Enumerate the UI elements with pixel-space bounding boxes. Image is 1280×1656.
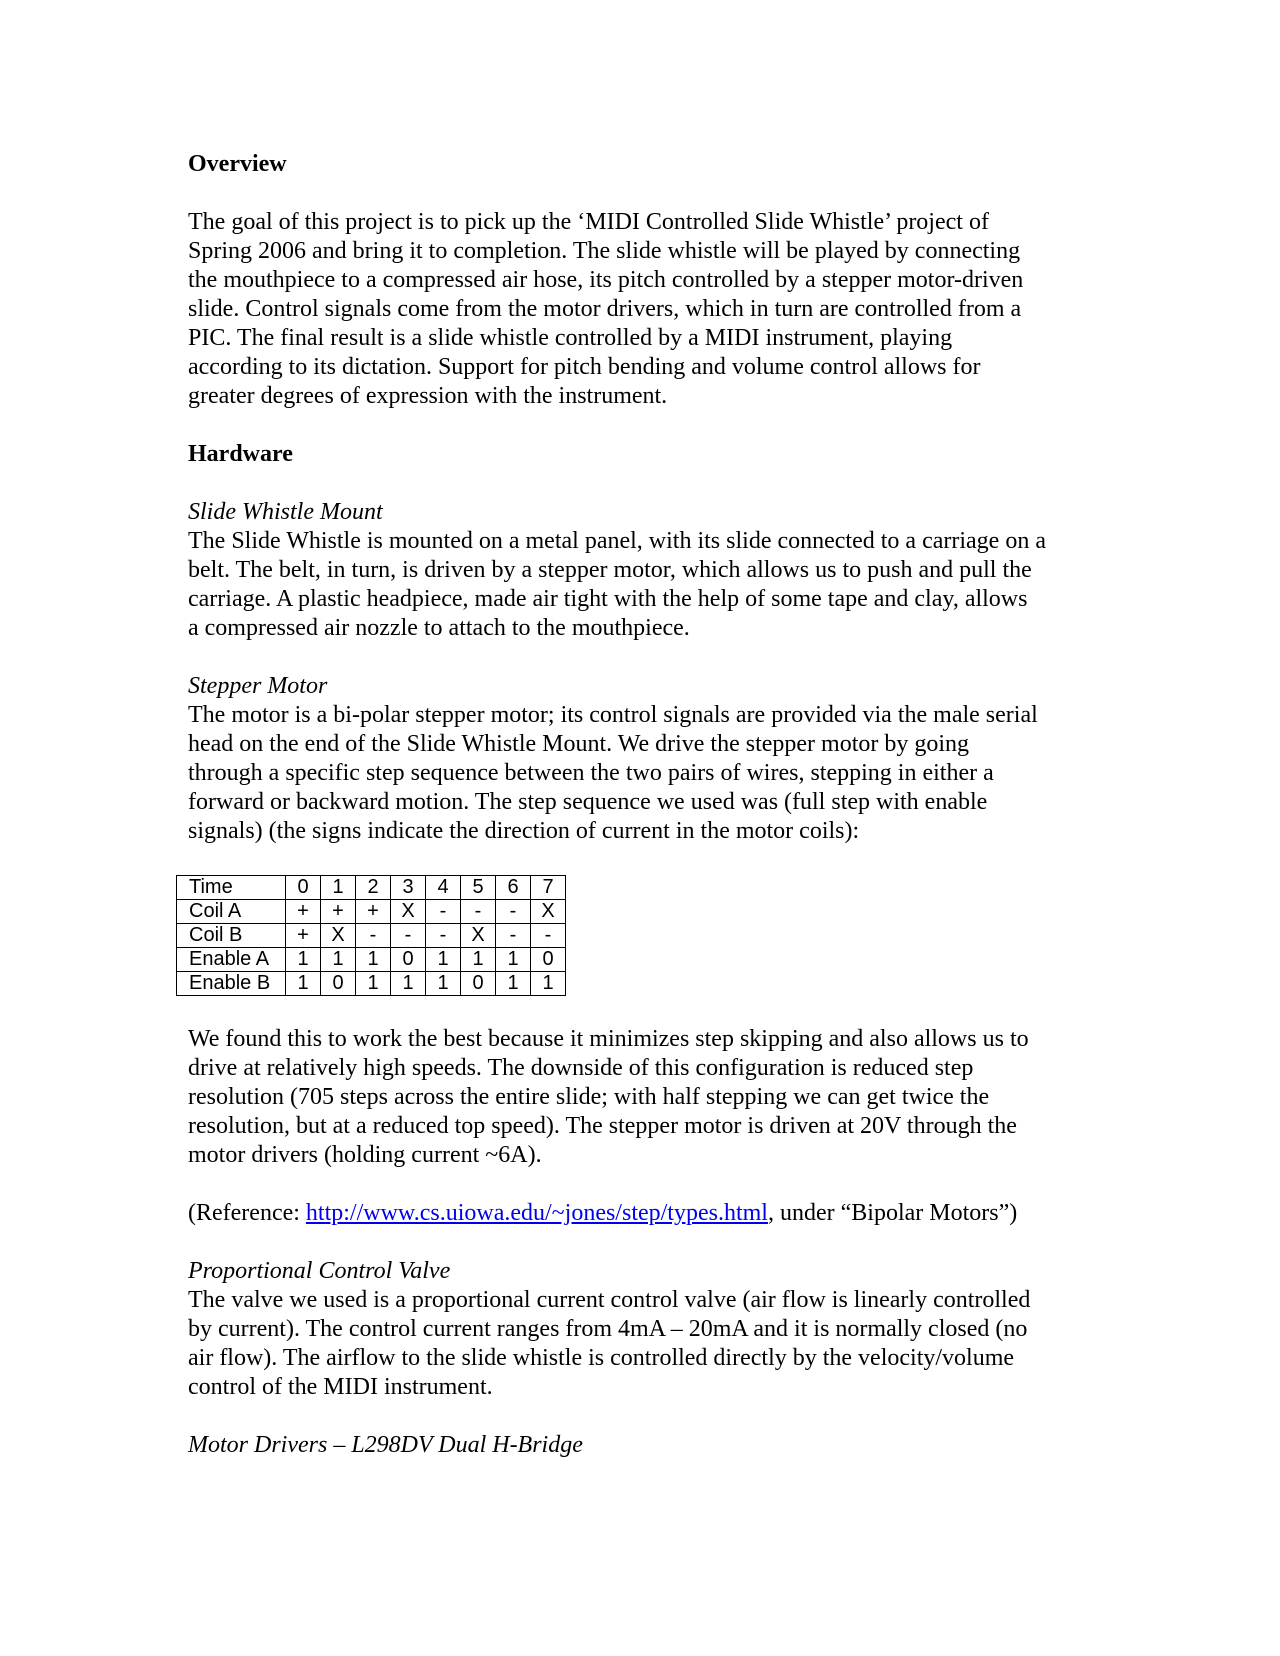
table-cell: X <box>321 924 356 948</box>
text-line: the mouthpiece to a compressed air hose, its pitch controlled by a stepper motor-driven <box>188 267 1024 293</box>
stepper-results-paragraph <box>188 1025 1108 1170</box>
table-cell: 7 <box>531 876 566 900</box>
table-cell: 0 <box>391 948 426 972</box>
table-cell: 1 <box>426 972 461 996</box>
table-cell: 1 <box>426 948 461 972</box>
text-line: The motor is a bi-polar stepper motor; its control signals are provided via the male serial <box>188 702 1038 728</box>
text-line: air flow). The airflow to the slide whistle is controlled directly by the velocity/volume <box>188 1345 1015 1371</box>
table-cell: + <box>286 924 321 948</box>
table-cell: 1 <box>321 948 356 972</box>
text-line: head on the end of the Slide Whistle Mount. We drive the stepper motor by going <box>188 731 970 757</box>
overview-paragraph <box>188 208 1108 411</box>
document-page <box>188 150 1108 1460</box>
text-line: drive at relatively high speeds. The downside of this configuration is reduced step <box>188 1055 974 1081</box>
hardware-heading: Hardware <box>188 441 293 467</box>
motor-drivers-title: Motor Drivers – L298DV Dual H-Bridge <box>188 1432 583 1458</box>
table-row-label: Enable A <box>177 948 286 972</box>
table-row <box>177 900 566 924</box>
text-line: belt. The belt, in turn, is driven by a stepper motor, which allows us to push and pull the <box>188 557 1032 583</box>
text-line: a compressed air nozzle to attach to the mouthpiece. <box>188 615 690 641</box>
table-cell: + <box>356 900 391 924</box>
table-row <box>177 972 566 996</box>
table-cell: - <box>356 924 391 948</box>
stepper-motor-paragraph <box>188 701 1108 846</box>
step-sequence-table <box>176 875 566 996</box>
table-cell: 1 <box>496 972 531 996</box>
table-cell: + <box>321 900 356 924</box>
text-line: resolution (705 steps across the entire slide; with half stepping we can get twice the <box>188 1084 990 1110</box>
table-cell: - <box>426 924 461 948</box>
table-cell: 6 <box>496 876 531 900</box>
table-cell: 3 <box>391 876 426 900</box>
table-cell: 1 <box>461 948 496 972</box>
table-cell: 4 <box>426 876 461 900</box>
table-cell: X <box>531 900 566 924</box>
table-cell: - <box>496 900 531 924</box>
table-row-label: Time <box>177 876 286 900</box>
text-line: according to its dictation. Support for pitch bending and volume control allows for <box>188 354 981 380</box>
reference-prefix: (Reference: <box>188 1200 306 1226</box>
table-row <box>177 948 566 972</box>
text-line: Spring 2006 and bring it to completion. The slide whistle will be played by connecting <box>188 238 1021 264</box>
table-cell: X <box>391 900 426 924</box>
text-line: motor drivers (holding current ~6A). <box>188 1142 542 1168</box>
table-cell: 2 <box>356 876 391 900</box>
table-cell: 0 <box>321 972 356 996</box>
control-valve-paragraph <box>188 1286 1108 1402</box>
stepper-motor-title: Stepper Motor <box>188 673 328 699</box>
table-row-label: Coil B <box>177 924 286 948</box>
table-cell: 5 <box>461 876 496 900</box>
text-line: PIC. The final result is a slide whistle controlled by a MIDI instrument, playing <box>188 325 953 351</box>
text-line: greater degrees of expression with the instrument. <box>188 383 668 409</box>
table-row <box>177 876 566 900</box>
table-cell: 1 <box>531 972 566 996</box>
table-cell: X <box>461 924 496 948</box>
text-line: The Slide Whistle is mounted on a metal panel, with its slide connected to a carriage on a <box>188 528 1046 554</box>
table-cell: - <box>426 900 461 924</box>
table-row-label: Enable B <box>177 972 286 996</box>
table-cell: - <box>531 924 566 948</box>
text-line: carriage. A plastic headpiece, made air tight with the help of some tape and clay, allows <box>188 586 1028 612</box>
table-cell: - <box>496 924 531 948</box>
table-cell: - <box>391 924 426 948</box>
table-row <box>177 924 566 948</box>
slide-whistle-mount-paragraph <box>188 527 1108 643</box>
text-line: through a specific step sequence between the two pairs of wires, stepping in either a <box>188 760 994 786</box>
text-line: slide. Control signals come from the motor drivers, which in turn are controlled from a <box>188 296 1022 322</box>
table-cell: 1 <box>356 948 391 972</box>
text-line: The valve we used is a proportional current control valve (air flow is linearly controlled <box>188 1287 1031 1313</box>
table-cell: 0 <box>286 876 321 900</box>
table-cell: 1 <box>321 876 356 900</box>
reference-line <box>188 1199 1108 1228</box>
table-cell: 1 <box>496 948 531 972</box>
reference-suffix: , under “Bipolar Motors”) <box>767 1200 1018 1226</box>
text-line: control of the MIDI instrument. <box>188 1374 493 1400</box>
table-cell: 1 <box>356 972 391 996</box>
table-cell: + <box>286 900 321 924</box>
control-valve-title: Proportional Control Valve <box>188 1258 451 1284</box>
text-line: resolution, but at a reduced top speed). The stepper motor is driven at 20V through the <box>188 1113 1017 1139</box>
table-cell: 1 <box>286 948 321 972</box>
table-cell: 0 <box>531 948 566 972</box>
text-line: signals) (the signs indicate the direction of current in the motor coils): <box>188 818 860 844</box>
reference-link[interactable]: http://www.cs.uiowa.edu/~jones/step/types.html <box>305 1200 768 1226</box>
table-cell: - <box>461 900 496 924</box>
text-line: by current). The control current ranges from 4mA – 20mA and it is normally closed (no <box>188 1316 1028 1342</box>
text-line: The goal of this project is to pick up the ‘MIDI Controlled Slide Whistle’ project of <box>188 209 989 235</box>
table-cell: 1 <box>391 972 426 996</box>
slide-whistle-mount-title: Slide Whistle Mount <box>188 499 383 525</box>
text-line: We found this to work the best because it minimizes step skipping and also allows us to <box>188 1026 1029 1052</box>
table-row-label: Coil A <box>177 900 286 924</box>
text-line: forward or backward motion. The step sequence we used was (full step with enable <box>188 789 988 815</box>
table-cell: 1 <box>286 972 321 996</box>
overview-heading: Overview <box>188 151 287 177</box>
table-cell: 0 <box>461 972 496 996</box>
